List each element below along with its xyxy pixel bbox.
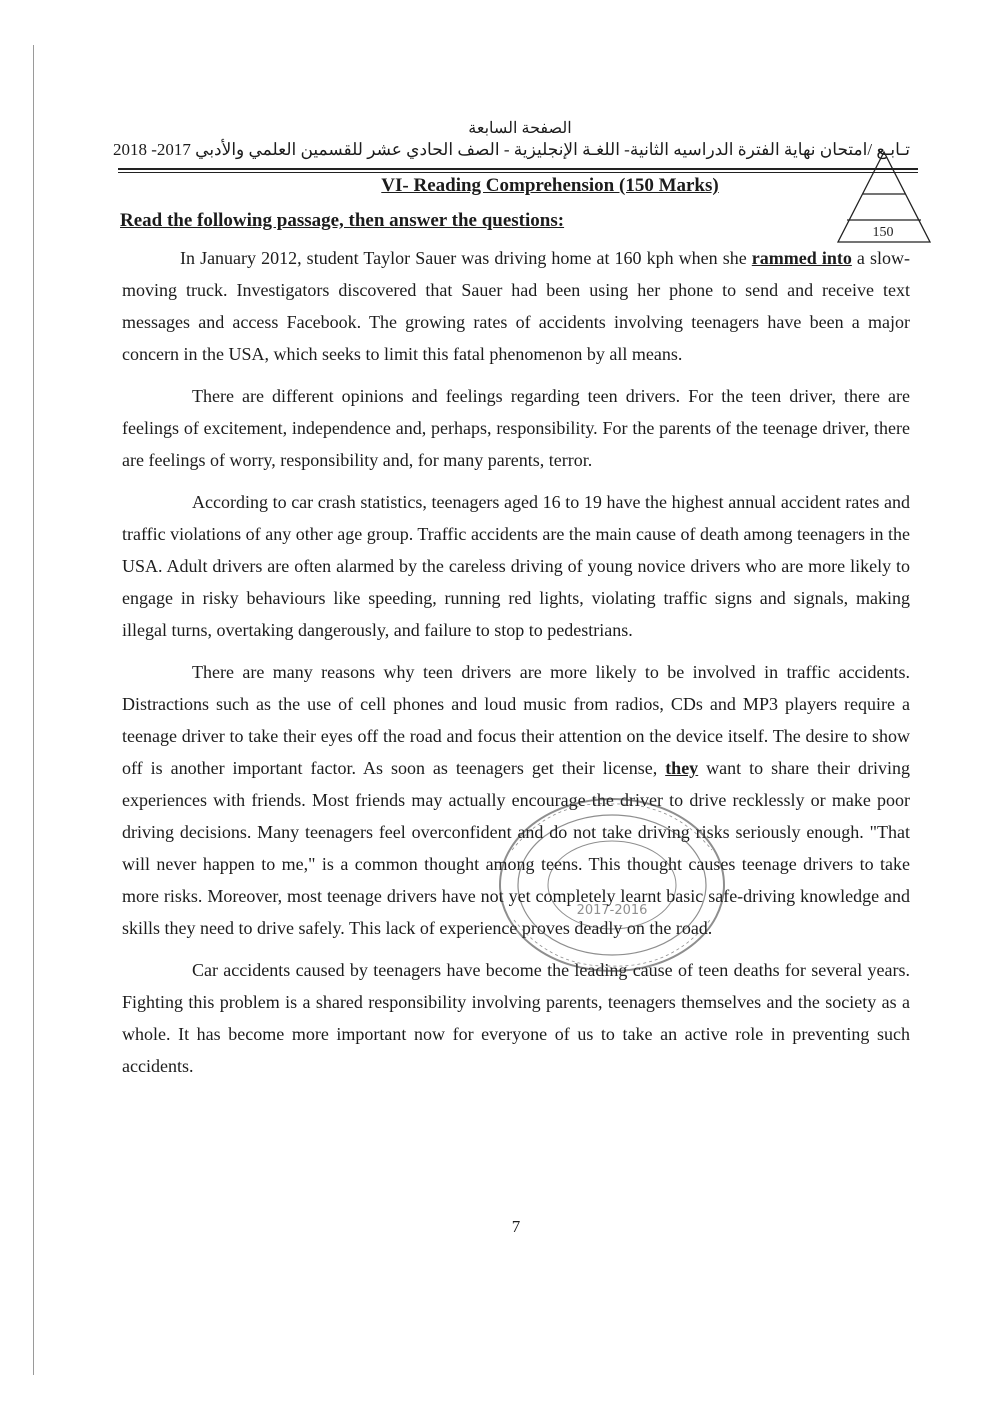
header-divider [118,168,918,170]
stamp-year: 2017-2016 [576,903,648,918]
marks-triangle-box [836,150,932,245]
passage-paragraph-3: According to car crash statistics, teenagers aged 16 to 19 have the highest annual accident rates and traffic violations of any other age group. Traffic accidents are the main cause of death among teenagers in the USA. Adult drivers are often alarmed by the careless driving of young novice drivers who are more likely to engage in risky behaviours like speeding, running red lights, violating traffic signs and signals, making illegal turns, overtaking dangerously, and failure to stop to pedestrians. [122,492,910,640]
highlighted-phrase-rammed-into: rammed into [751,248,852,268]
instruction-text: Read the following passage, then answer the questions: [120,210,565,231]
page-label-arabic: الصفحة السابعة [468,120,572,137]
p4-text-after: want to share their driving experiences with friends. Most friends may actually encourage the driver to drive recklessly or make poor driving decisions. Many teenagers feel overconfident and do not take driving risks seriously enough. "That will never happen to me," is a common thought among teens. This thought causes teenage drivers to take more risks. Moreover, most teenage drivers have not yet completely learnt basic safe-driving knowledge and skills they need to drive safely. This lack of experience proves deadly on the road. [122,758,910,938]
exam-header-line: تـابـع /امتحان نهاية الفترة الدراسيه الثانية- اللغـة الإنجليزية - الصف الحادي عشر للقسمين العلمي والأدبي 2017- 2018 [112,140,910,159]
reading-passage [122,242,910,1092]
section-title: VI- Reading Comprehension (150 Marks) [381,175,719,196]
header-divider-thin [118,172,918,173]
highlighted-word-they: they [665,758,699,778]
passage-paragraph-1 [122,242,910,370]
passage-paragraph-2: There are different opinions and feelings regarding teen drivers. For the teen driver, there are feelings of excitement, independence and, perhaps, responsibility. For the parents of the teenage driver, there are feelings of worry, responsibility and, for many parents, terror. [122,386,910,470]
page-number: 7 [511,1217,521,1236]
p1-text-after: a slow-moving truck. Investigators discovered that Sauer had been using her phone to send and receive text messages and access Facebook. The growing rates of accidents involving teenagers have been a major concern in the USA, which seeks to limit this fatal phenomenon by all means. [122,248,910,364]
p4-text-before: There are many reasons why teen drivers are more likely to be involved in traffic accidents. Distractions such as the use of cell phones and loud music from radios, CDs and MP3 players require a teenage driver to take their eyes off the road and focus their attention on the device itself. The desire to show off is another important factor. As soon as teenagers get their license, [122,662,910,778]
page-margin-line [33,45,34,1375]
passage-paragraph-4 [122,656,910,944]
marks-value: 150 [872,225,894,240]
p1-text-before: In January 2012, student Taylor Sauer was driving home at 160 kph when she [180,248,752,268]
passage-paragraph-5: Car accidents caused by teenagers have become the leading cause of teen deaths for several years. Fighting this problem is a shared responsibility involving parents, teenagers themselves and the society as a whole. It has become more important now for everyone of us to take an active role in preventing such accidents. [122,960,910,1076]
